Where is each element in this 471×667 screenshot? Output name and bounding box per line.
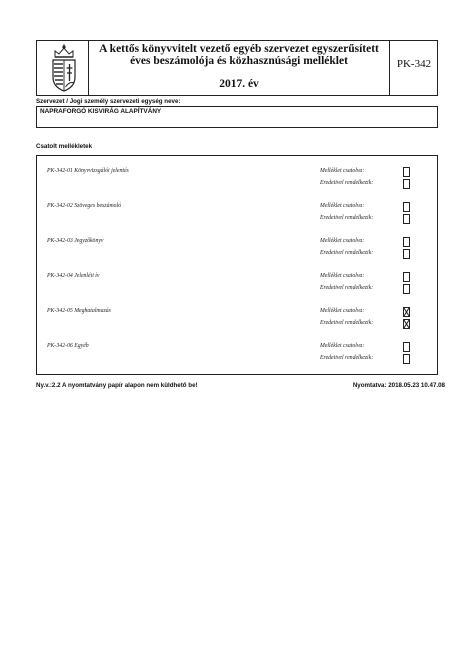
document-title — [89, 43, 389, 67]
title-line-1: A kettős könyvvitelt vezető egyéb szervezet egyszerűsített — [99, 43, 379, 55]
attached-checkbox[interactable] — [403, 272, 410, 282]
original-checkbox[interactable] — [403, 319, 410, 329]
attached-checkbox[interactable] — [403, 307, 410, 317]
form-code: PK-342 — [396, 58, 432, 70]
original-checkbox[interactable] — [403, 179, 410, 189]
attachments-box — [36, 155, 438, 375]
attached-checkbox[interactable] — [403, 237, 410, 247]
attachment-name: PK-342-03 Jegyzőkönyv — [47, 238, 104, 244]
attached-label: Melléklet csatolva: — [320, 343, 365, 349]
attached-label: Melléklet csatolva: — [320, 238, 365, 244]
original-label: Eredetivel rendelkezik: — [320, 285, 374, 291]
organization-label: Szervezet / Jogi személy szervezeti egység neve: — [36, 98, 181, 105]
original-label: Eredetivel rendelkezik: — [320, 355, 374, 361]
original-checkbox[interactable] — [403, 249, 410, 259]
attachment-name: PK-342-02 Szöveges beszámoló — [47, 203, 122, 209]
attachments-title: Csatolt mellékletek — [36, 143, 93, 150]
attachment-name: PK-342-05 Meghatalmazás — [47, 308, 111, 314]
attachment-name: PK-342-04 Jelenléti ív — [47, 273, 100, 279]
attached-checkbox[interactable] — [403, 167, 410, 177]
original-label: Eredetivel rendelkezik: — [320, 320, 374, 326]
original-label: Eredetivel rendelkezik: — [320, 250, 374, 256]
report-year: 2017. év — [219, 78, 259, 90]
title-line-2: éves beszámolója és közhasznúsági melléklet — [130, 55, 348, 67]
attachment-name: PK-342-01 Könyvvizsgálói jelentés — [47, 168, 129, 174]
attached-label: Melléklet csatolva: — [320, 308, 365, 314]
footer-print-timestamp: Nyomtatva: 2018.05.23 10.47.08 — [352, 382, 445, 389]
attached-checkbox[interactable] — [403, 342, 410, 352]
attached-checkbox[interactable] — [403, 202, 410, 212]
attached-label: Melléklet csatolva: — [320, 203, 365, 209]
original-label: Eredetivel rendelkezik: — [320, 215, 374, 221]
original-checkbox[interactable] — [403, 284, 410, 294]
attached-label: Melléklet csatolva: — [320, 168, 365, 174]
attached-label: Melléklet csatolva: — [320, 273, 365, 279]
original-checkbox[interactable] — [403, 354, 410, 364]
organization-name: NAPRAFORGÓ KISVIRÁG ALAPÍTVÁNY — [40, 108, 162, 115]
footer-version-note: Ny.v.:2.2 A nyomtatvány papír alapon nem küldhető be! — [36, 382, 198, 389]
original-checkbox[interactable] — [403, 214, 410, 224]
original-label: Eredetivel rendelkezik: — [320, 180, 374, 186]
coat-of-arms-icon — [50, 43, 78, 93]
attachment-name: PK-342-06 Egyéb — [47, 343, 89, 349]
